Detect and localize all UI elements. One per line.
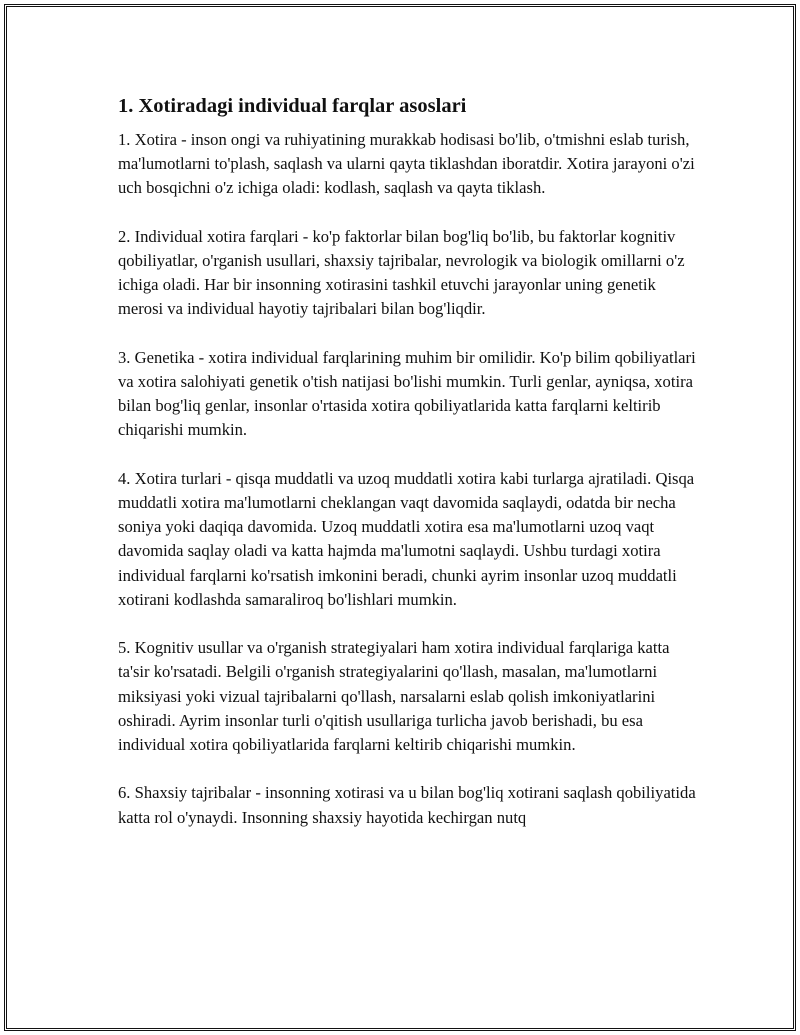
paragraph-5: 5. Kognitiv usullar va o'rganish strategiyalari ham xotira individual farqlariga katta ta'sir ko'rsatadi. Belgili o'rganish strategiyalarini qo'llash, masalan, ma'lumotlarni miksiyasi yoki vizual tajribalarni qo'llash, narsalarni eslab qolish imkoniyatlarini oshiradi. Ayrim insonlar turli o'qitish usullariga turlicha javob berishadi, bu esa individual xotira qobiliyatlarida farqlarni keltirib chiqarishi mumkin.: [118, 638, 670, 755]
paragraph-1: 1. Xotira - inson ongi va ruhiyatining murakkab hodisasi bo'lib, o'tmishni eslab turish, ma'lumotlarni to'plash, saqlash va ularni qayta tiklashdan iboratdir. Xotira jarayoni o'zi uch bosqichni o'z ichiga oladi: kodlash, saqlash va qayta tiklash.: [118, 130, 695, 198]
paragraph-2: 2. Individual xotira farqlari - ko'p faktorlar bilan bog'liq bo'lib, bu faktorlar kognitiv qobiliyatlar, o'rganish usullari, shaxsiy tajribalar, nevrologik va biologik omillarni o'z ichiga oladi. Har bir insonning xotirasini tashkil etuvchi jarayonlar uning genetik merosi va individual hayotiy tajribalari bilan bog'liqdir.: [118, 226, 685, 319]
document-body: [118, 92, 698, 854]
paragraph-3: 3. Genetika - xotira individual farqlarining muhim bir omilidir. Ko'p bilim qobiliyatlari va xotira salohiyati genetik o'tish natijasi bo'lishi mumkin. Turli genlar, ayniqsa, xotira bilan bog'liq genlar, insonlar o'rtasida xotira qobiliyatlarida katta farqlarni keltirib chiqarishi mumkin.: [118, 347, 696, 440]
document-title: 1. Xotiradagi individual farqlar asoslari: [118, 95, 467, 117]
paragraph-6: 6. Shaxsiy tajribalar - insonning xotirasi va u bilan bog'liq xotirani saqlash qobiliyatida katta rol o'ynaydi. Insonning shaxsiy hayotida kechirgan nutq: [118, 783, 696, 827]
paragraph-4: 4. Xotira turlari - qisqa muddatli va uzoq muddatli xotira kabi turlarga ajratiladi. Qisqa muddatli xotira ma'lumotlarni cheklangan vaqt davomida saqlaydi, odatda bir necha soniya yoki daqiqa davomida. Uzoq muddatli xotira esa ma'lumotlarni uzoq vaqt davomida saqlay oladi va katta hajmda ma'lumotni saqlaydi. Ushbu turdagi xotira individual farqlarni ko'rsatish imkonini beradi, chunki ayrim insonlar uzoq muddatli xotirani kodlashda samaraliroq bo'lishlari mumkin.: [118, 468, 695, 609]
